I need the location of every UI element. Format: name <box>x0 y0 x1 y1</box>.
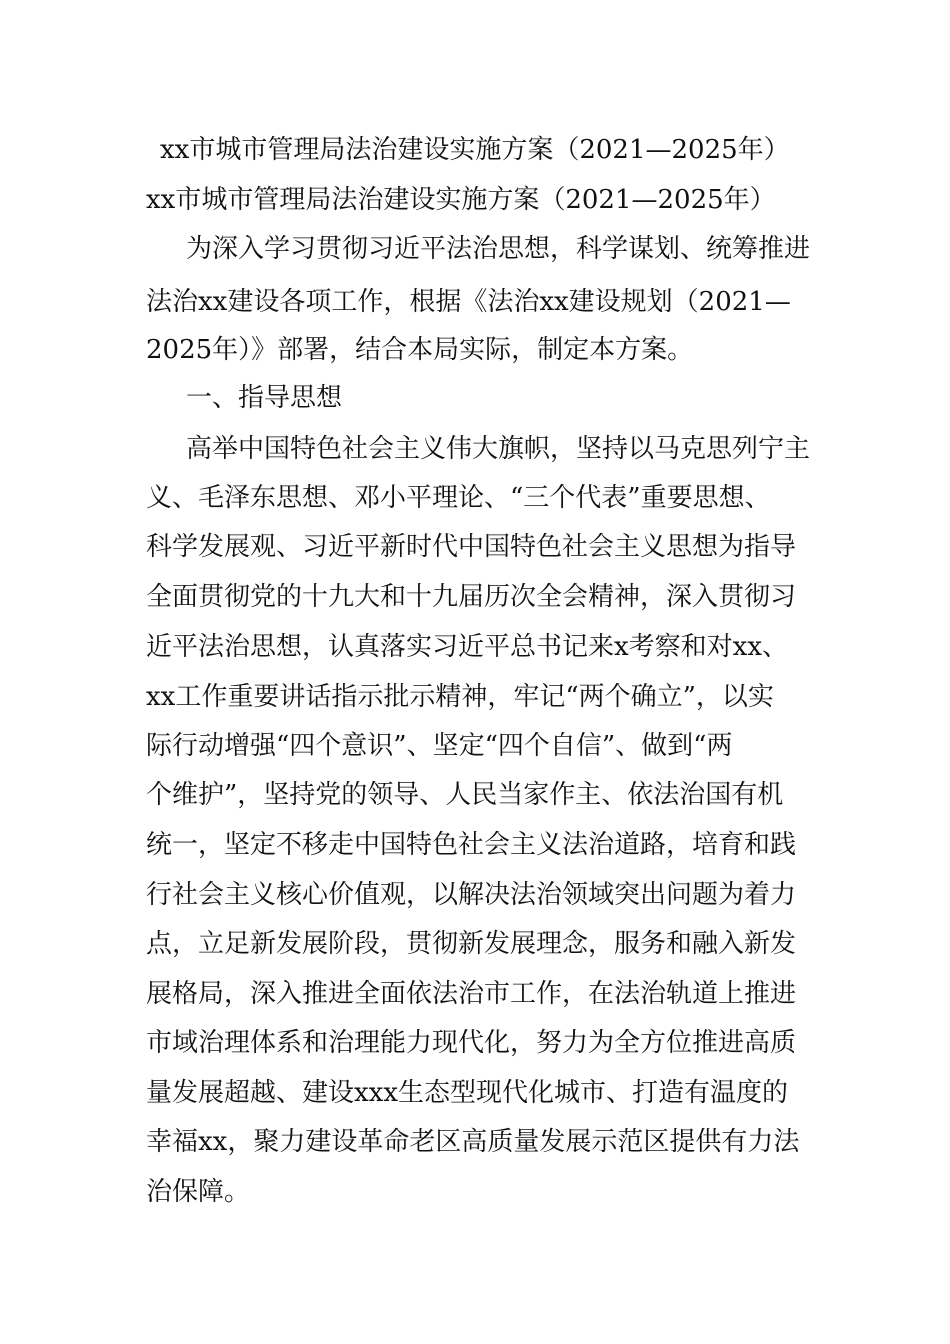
intro-line-1: 为深入学习贯彻习近平法治思想，科学谋划、统筹推进 <box>186 234 811 264</box>
section-1-line-5: 近平法治思想，认真落实习近平总书记来x考察和对xx、 <box>146 632 788 662</box>
intro-line-2: 法治xx建设各项工作，根据《法治xx建设规划（2021— <box>146 287 791 317</box>
section-1-line-10: 行社会主义核心价值观，以解决法治领域突出问题为着力 <box>146 880 797 910</box>
section-1-line-9: 统一，坚定不移走中国特色社会主义法治道路，培育和践 <box>146 830 797 860</box>
section-1-line-15: 幸福xx，聚力建设革命老区高质量发展示范区提供有力法 <box>146 1127 800 1157</box>
section-1-line-8: 个维护”，坚持党的领导、人民当家作主、依法治国有机 <box>146 780 784 810</box>
section-1-line-11: 点，立足新发展阶段，贯彻新发展理念，服务和融入新发 <box>146 929 797 959</box>
section-1-line-4: 全面贯彻党的十九大和十九届历次全会精神，深入贯彻习 <box>146 582 797 612</box>
section-1-line-16: 治保障。 <box>146 1177 251 1207</box>
section-1-heading: 一、指导思想 <box>186 383 343 413</box>
section-1-line-1: 高举中国特色社会主义伟大旗帜，坚持以马克思列宁主 <box>186 434 811 464</box>
section-1-line-2: 义、毛泽东思想、邓小平理论、“三个代表”重要思想、 <box>146 483 771 513</box>
section-1-line-13: 市域治理体系和治理能力现代化，努力为全方位推进高质 <box>146 1028 797 1058</box>
section-1-line-12: 展格局，深入推进全面依法治市工作，在法治轨道上推进 <box>146 979 797 1009</box>
document-title-line-1: xx市城市管理局法治建设实施方案（2021—2025年） <box>160 135 790 165</box>
section-1-line-7: 际行动增强“四个意识”、坚定“四个自信”、做到“两 <box>146 731 733 761</box>
section-1-line-14: 量发展超越、建设xxx生态型现代化城市、打造有温度的 <box>146 1078 788 1108</box>
section-1-line-6: xx工作重要讲话指示批示精神，牢记“两个确立”，以实 <box>146 682 774 712</box>
intro-line-3: 2025年）》部署，结合本局实际，制定本方案。 <box>146 335 694 365</box>
document-title-line-2: xx市城市管理局法治建设实施方案（2021—2025年） <box>146 185 776 215</box>
section-1-line-3: 科学发展观、习近平新时代中国特色社会主义思想为指导 <box>146 532 797 562</box>
